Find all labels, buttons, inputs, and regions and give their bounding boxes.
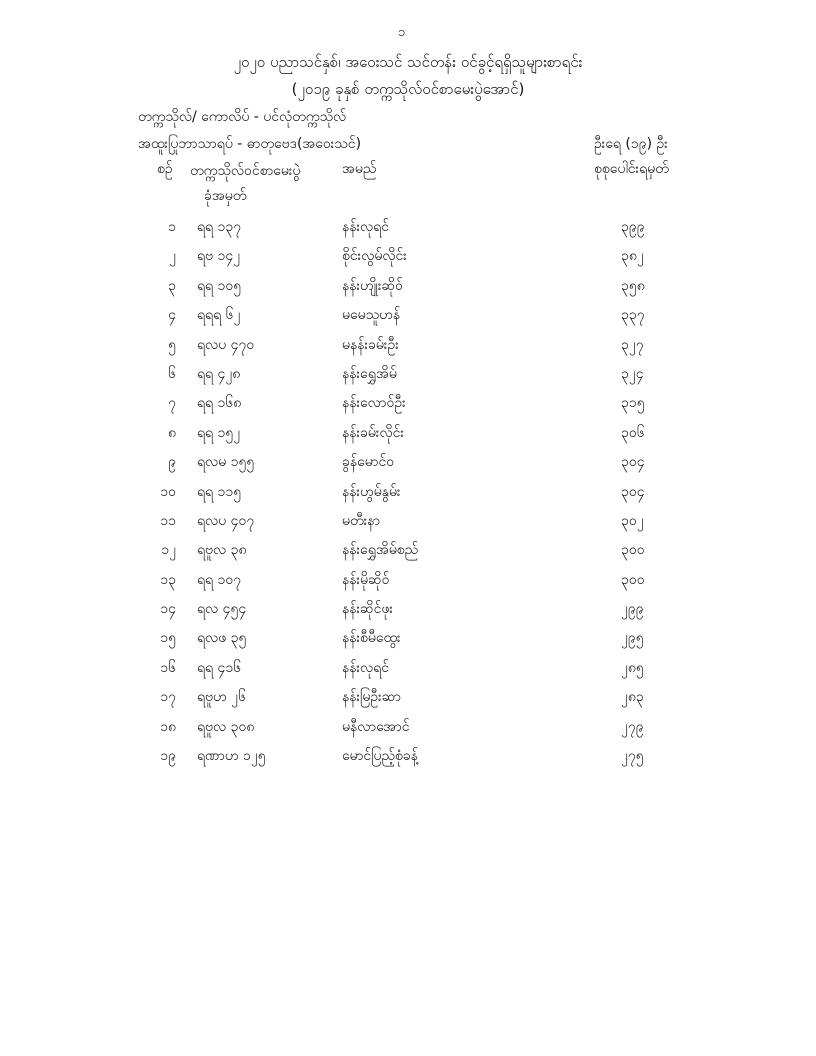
cell-total-marks: ၃၁၅ — [621, 395, 645, 412]
major-subject-line: အထူးပြုဘာသာရပ် - ဓာတုဗေဒ(အဝေးသင်) — [138, 136, 362, 152]
table-row — [0, 685, 816, 714]
cell-name: မမေသူဟန် — [342, 307, 401, 324]
cell-name: နန်းမိုဆိုဝ် — [342, 571, 390, 588]
table-row — [0, 568, 816, 597]
cell-total-marks: ၃၃၇ — [621, 307, 645, 324]
cell-total-marks: ၃၉၉ — [621, 219, 645, 235]
header-roll-number — [190, 159, 300, 209]
cell-roll-number: ရဗ ၁၄၂ — [197, 248, 241, 265]
cell-serial-no: ၅ — [168, 336, 176, 353]
cell-name: နန်းဟျိုးဆိုဝ် — [342, 277, 403, 294]
cell-total-marks: ၃၀၀ — [621, 571, 645, 588]
cell-roll-number: ရရ ၄၂၈ — [197, 365, 241, 382]
cell-total-marks: ၃၂၇ — [621, 336, 644, 353]
cell-name: နန်းစီမီထွေး — [342, 630, 401, 647]
page-number: ၁ — [398, 25, 406, 40]
cell-serial-no: ၁၁ — [160, 512, 176, 529]
cell-name: မနီလာအောင် — [342, 718, 410, 735]
table-row — [0, 715, 816, 744]
table-row — [0, 333, 816, 362]
header-name: အမည် — [342, 161, 377, 177]
table-row — [0, 538, 816, 567]
header-roll-line2: ခုံအမှတ် — [204, 188, 247, 204]
cell-roll-number: ရဗူဟ ၂၆ — [197, 689, 246, 706]
cell-roll-number: ရလပ ၄၇၀ — [197, 336, 255, 353]
document-title: ၂၀၂၀ ပညာသင်နှစ်၊ အဝေးသင် သင်တန်း ဝင်ခွင့်ရရှိသူများစာရင်း — [233, 53, 583, 71]
cell-total-marks: ၂၉၉ — [621, 601, 644, 618]
table-row — [0, 744, 816, 773]
cell-total-marks: ၃၅၈ — [621, 277, 645, 294]
cell-name: မနန်းခမ်းဦး — [342, 336, 399, 353]
cell-total-marks: ၃၀၆ — [621, 424, 645, 441]
cell-serial-no: ၁၂ — [161, 542, 176, 559]
cell-name: နန်းဆိုင်ဖုး — [342, 601, 393, 618]
university-line: တက္ကသိုလ်/ ကောလိပ် - ပင်လုံတက္ကသိုလ် — [138, 109, 347, 125]
cell-total-marks: ၃၀၀ — [621, 542, 645, 559]
cell-name: မောင်ပြည့်စုံခန့် — [342, 748, 418, 765]
cell-roll-number: ရရ ၁၁၅ — [197, 483, 242, 500]
cell-name: ခွန်မောင်ဝ — [342, 454, 395, 471]
cell-serial-no: ၁၆ — [160, 659, 176, 676]
cell-name: နန်းရွှေအိမ်စည် — [342, 542, 419, 559]
cell-serial-no: ၁၀ — [160, 483, 176, 500]
cell-roll-number: ရဗူလ ၃၈ — [197, 542, 247, 559]
table-row — [0, 421, 816, 450]
cell-total-marks: ၃၀၄ — [621, 483, 645, 500]
cell-roll-number: ရရ ၁၅၂ — [197, 424, 241, 441]
table-row — [0, 362, 816, 391]
document-subtitle: (၂၀၁၉ ခုနှစ် တက္ကသိုလ်ဝင်စာမေးပွဲအောင်) — [291, 80, 525, 98]
header-roll-line1: တက္ကသိုလ်ဝင်စာမေးပွဲ — [190, 163, 301, 179]
cell-serial-no: ၁၃ — [160, 571, 176, 588]
cell-total-marks: ၂၇၉ — [621, 718, 644, 735]
cell-serial-no: ၁၉ — [160, 748, 176, 765]
cell-name: နန်းလောဝ်ဦး — [342, 395, 406, 412]
cell-roll-number: ရရ ၁၃၇ — [197, 219, 242, 235]
cell-roll-number: ရဗူလ ၃၀၈ — [197, 718, 255, 735]
cell-roll-number: ရလပ ၄၀၇ — [197, 512, 255, 529]
table-row — [0, 303, 816, 332]
cell-name: စိုင်းလွမ်လိုင်း — [342, 248, 407, 265]
table-row — [0, 450, 816, 479]
table-row — [0, 480, 816, 509]
cell-roll-number: ရရရ ၆၂ — [197, 307, 241, 324]
cell-serial-no: ၄ — [168, 307, 176, 324]
cell-name: နန်းခမ်းလိုင်း — [342, 424, 404, 441]
total-count: ဦးရေ (၁၉) ဦး — [594, 136, 668, 152]
cell-total-marks: ၃၈၂ — [621, 248, 644, 265]
cell-name: နန်းလုရင် — [342, 659, 389, 676]
cell-name: နန်းလုရင် — [342, 219, 389, 235]
table-row — [0, 215, 816, 244]
table-row — [0, 244, 816, 273]
cell-serial-no: ၆ — [168, 365, 176, 382]
cell-serial-no: ၁ — [168, 219, 176, 235]
table-row — [0, 391, 816, 420]
cell-total-marks: ၂၇၅ — [621, 748, 644, 765]
cell-serial-no: ၁၈ — [160, 718, 176, 735]
cell-serial-no: ၁၅ — [160, 630, 176, 647]
cell-name: နန်းမြဦးဆာ — [342, 689, 402, 706]
cell-roll-number: ရလ ၄၅၄ — [197, 601, 247, 618]
cell-roll-number: ရဏာဟ ၁၂၅ — [197, 748, 266, 765]
table-row — [0, 626, 816, 655]
cell-serial-no: ၃ — [168, 277, 176, 294]
cell-roll-number: ရလမ ၁၅၅ — [197, 454, 255, 471]
cell-roll-number: ရလဖ ၃၅ — [197, 630, 247, 647]
cell-name: နန်းရွှေအိမ် — [342, 365, 397, 382]
cell-total-marks: ၃၀၂ — [621, 512, 644, 529]
header-serial-no: စဉ် — [157, 161, 173, 177]
cell-serial-no: ၇ — [168, 395, 176, 412]
table-row — [0, 274, 816, 303]
cell-total-marks: ၂၈၃ — [621, 689, 644, 706]
cell-roll-number: ရရ ၄၁၆ — [197, 659, 242, 676]
table-row — [0, 509, 816, 538]
table-row — [0, 597, 816, 626]
cell-serial-no: ၁၄ — [160, 601, 176, 618]
cell-serial-no: ၈ — [168, 424, 176, 441]
cell-total-marks: ၂၉၅ — [621, 630, 644, 647]
cell-name: နန်းဟွမ်နွမ်း — [342, 483, 401, 500]
cell-serial-no: ၁၇ — [160, 689, 176, 706]
cell-serial-no: ၉ — [168, 454, 176, 471]
cell-total-marks: ၃၀၄ — [621, 454, 645, 471]
results-table — [0, 215, 816, 773]
cell-roll-number: ရရ ၁၀၇ — [197, 571, 242, 588]
cell-serial-no: ၂ — [169, 248, 176, 265]
cell-roll-number: ရရ ၁၆၈ — [197, 395, 242, 412]
cell-roll-number: ရရ ၁၀၅ — [197, 277, 242, 294]
cell-total-marks: ၃၂၄ — [621, 365, 644, 382]
cell-name: မတီးနာ — [342, 512, 381, 529]
table-row — [0, 656, 816, 685]
header-total-marks: စုစုပေါင်းရမှတ် — [594, 161, 669, 177]
cell-total-marks: ၂၈၅ — [621, 659, 644, 676]
